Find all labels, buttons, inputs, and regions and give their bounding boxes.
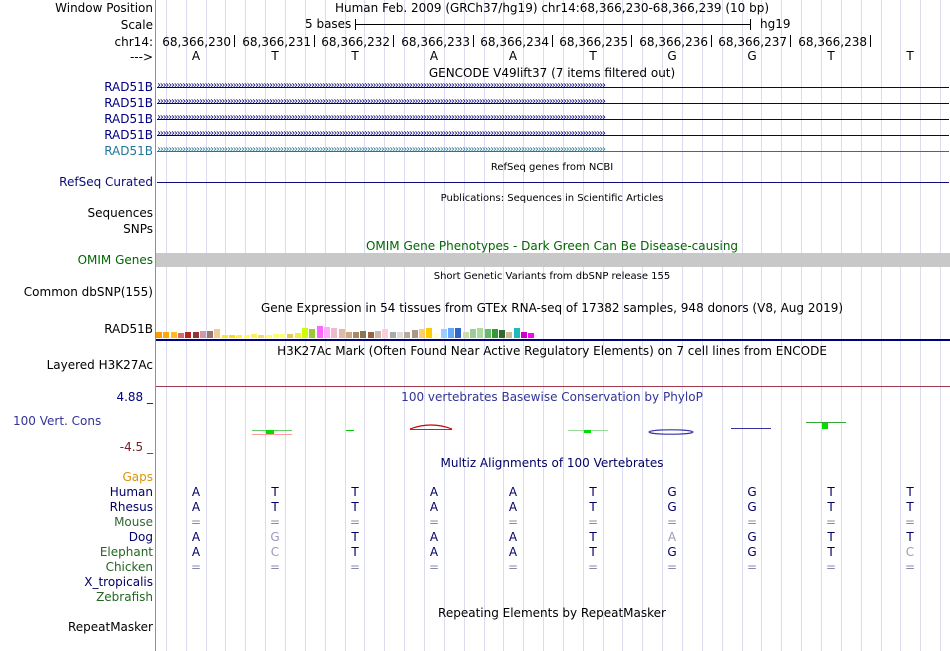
gtex-tissue-bar[interactable] [287,334,293,338]
gtex-tissue-bar[interactable] [441,329,447,338]
alignment-base: T [906,485,914,499]
gtex-tissue-bar[interactable] [390,332,396,338]
gtex-tissue-bar[interactable] [528,333,534,338]
gencode-item-label[interactable]: RAD51B [104,96,153,110]
gtex-tissue-bar[interactable] [521,332,527,338]
gtex-tissue-bar[interactable] [382,329,388,338]
alignment-base: T [589,545,597,559]
alignment-base: G [747,500,757,514]
alignment-base: T [827,530,835,544]
gencode-item-label[interactable]: RAD51B [104,144,153,158]
gtex-tissue-bar[interactable] [222,335,228,338]
gencode-item-label[interactable]: RAD51B [104,112,153,126]
position-tick [552,35,553,47]
alignment-base: T [351,530,359,544]
gtex-tissue-bar[interactable] [412,330,418,338]
alignment-base: A [667,530,677,544]
refseq-label[interactable]: RefSeq Curated [59,175,153,189]
gtex-tissue-bar[interactable] [273,334,279,338]
alignment-base: = [904,560,916,574]
strand-label: ---> [129,50,153,64]
species-label[interactable]: Elephant [99,545,153,559]
position-tick [870,35,871,47]
gtex-tissue-bar[interactable] [317,326,323,338]
alignment-base: A [191,530,201,544]
alignment-base: = [746,515,758,529]
alignment-base: A [429,545,439,559]
position-tick [393,35,394,47]
alignment-base: = [269,515,281,529]
species-label[interactable]: Mouse [114,515,153,529]
alignment-base: = [190,515,202,529]
phylop-label[interactable]: 100 Vert. Cons [13,414,102,428]
gtex-tissue-bar[interactable] [477,328,483,338]
alignment-base: A [508,500,518,514]
alignment-base: A [191,545,201,559]
gtex-tissue-bar[interactable] [360,331,366,338]
gtex-tissue-bar[interactable] [470,329,476,338]
gtex-tissue-bar[interactable] [236,335,242,338]
species-label[interactable]: Zebrafish [96,590,153,604]
gtex-tissue-bar[interactable] [266,335,272,338]
gtex-tissue-bar[interactable] [404,332,410,338]
omim-label[interactable]: OMIM Genes [77,253,153,267]
alignment-base: = [428,560,440,574]
dbsnp-label[interactable]: Common dbSNP(155) [23,285,153,299]
gtex-tissue-bar[interactable] [426,328,432,338]
gtex-tissue-bar[interactable] [185,332,191,338]
position-tick [631,35,632,47]
h3k27ac-label[interactable]: Layered H3K27Ac [46,358,153,372]
reference-base: A [508,49,518,63]
gtex-tissue-bar[interactable] [499,330,505,338]
alignment-base: G [747,545,757,559]
gencode-strand-arrows: ›››››››››››››››››››››››››››››››››››››››››››››››››››››››››››››››››››››››››››››››››››››››››››››››››››››››››››››››››››››››››››››››››››››››››››››››››››››››››››››››› [157,112,605,123]
species-label[interactable]: Chicken [105,560,153,574]
scale-text: 5 bases [305,17,352,31]
species-label[interactable]: X_tropicalis [84,575,153,589]
alignment-base: = [825,560,837,574]
alignment-base: A [191,485,201,499]
gtex-tissue-bar[interactable] [171,332,177,338]
alignment-base: A [508,485,518,499]
gtex-tissue-bar[interactable] [156,332,162,338]
species-label[interactable]: Dog [128,530,153,544]
snps-label[interactable]: SNPs [123,222,153,236]
gtex-tissue-bar[interactable] [485,329,491,338]
gtex-tissue-bar[interactable] [214,329,220,338]
alignment-base: G [270,530,280,544]
scale-bar [355,24,751,25]
alignment-base: T [351,500,359,514]
gtex-tissue-bar[interactable] [368,332,374,338]
species-label[interactable]: Rhesus [109,500,153,514]
alignment-base: T [589,500,597,514]
dbsnp-track-title[interactable]: Short Genetic Variants from dbSNP release 155 [433,271,671,282]
gtex-tissue-bar[interactable] [397,332,403,338]
chrom-label: chr14: [114,35,153,49]
gtex-tissue-bar[interactable] [448,328,454,338]
alignment-base: C [905,545,915,559]
omim-gene-bar[interactable] [156,253,950,267]
gencode-item-label[interactable]: RAD51B [104,80,153,94]
alignment-base: = [666,515,678,529]
gtex-tissue-bar[interactable] [302,328,308,338]
repeatmasker-track-title[interactable]: Repeating Elements by RepeatMasker [438,606,666,620]
alignment-base: = [825,515,837,529]
gtex-tissue-bar[interactable] [463,332,469,338]
alignment-base: T [906,500,914,514]
alignment-base: = [349,515,361,529]
reference-base: G [667,49,677,63]
gtex-tissue-bar[interactable] [244,335,250,338]
alignment-base: T [271,485,279,499]
scale-label: Scale [120,18,153,32]
gtex-gene-line [156,339,950,341]
phylop-max-label: 4.88 _ [116,390,153,404]
position-tick [314,35,315,47]
gtex-tissue-bar[interactable] [207,331,213,338]
gtex-tissue-bar[interactable] [229,335,235,338]
gencode-item-label[interactable]: RAD51B [104,128,153,142]
reference-base: T [351,49,359,63]
gtex-tissue-bar[interactable] [346,332,352,338]
reference-base: A [429,49,439,63]
gtex-tissue-bar[interactable] [251,334,257,338]
repeatmasker-label[interactable]: RepeatMasker [67,620,153,634]
scale-db: hg19 [760,17,791,31]
gencode-strand-arrows: ›››››››››››››››››››››››››››››››››››››››››››››››››››››››››››››››››››››››››››››››››››››››››››››››››››››››››››››››››››››››››››››››››››››››››››››››››››››››››››››››› [157,96,605,107]
alignment-base: A [508,530,518,544]
window-position-label: Window Position [55,1,153,15]
position-tick [711,35,712,47]
scale-bar-right-tick [750,19,751,30]
alignment-base: = [587,515,599,529]
refseq-gene-line[interactable] [157,182,949,183]
alignment-base: = [587,560,599,574]
gtex-tissue-bar[interactable] [163,332,169,338]
gtex-tissue-bar[interactable] [433,333,439,338]
scale-bar-left-tick [355,19,356,30]
alignment-base: = [269,560,281,574]
alignment-base: A [508,545,518,559]
gencode-strand-arrows: ›››››››››››››››››››››››››››››››››››››››››››››››››››››››››››››››››››››››››››››››››››››››››››››››››››››››››››››››››››››››››››››››››››››››››››››››››››››››››››››››› [157,144,605,155]
gtex-tissue-bar[interactable] [506,332,512,338]
gtex-tissue-bar[interactable] [455,328,461,338]
position-tick [473,35,474,47]
alignment-base: = [507,515,519,529]
alignment-base: G [667,500,677,514]
gtex-track-title[interactable]: Gene Expression in 54 tissues from GTEx RNA-seq of 17382 samples, 948 donors (V8, Aug 2019) [260,301,844,315]
gtex-tissue-bar[interactable] [375,331,381,338]
publications-track-title[interactable]: Publications: Sequences in Scientific Articles [440,193,664,204]
alignment-base: = [428,515,440,529]
gtex-tissue-bar[interactable] [514,328,520,338]
reference-base: T [589,49,597,63]
gtex-tissue-bar[interactable] [419,329,425,338]
alignment-base: G [667,545,677,559]
gtex-tissue-bar[interactable] [331,328,337,338]
gtex-tissue-bar[interactable] [280,334,286,338]
sequences-label[interactable]: Sequences [87,206,153,220]
reference-base: T [906,49,914,63]
alignment-base: = [666,560,678,574]
alignment-base: G [747,530,757,544]
multiz-track-title[interactable]: Multiz Alignments of 100 Vertebrates [440,456,664,470]
gencode-strand-arrows: ›››››››››››››››››››››››››››››››››››››››››››››››››››››››››››››››››››››››››››››››››››››››››››››››››››››››››››››››››››››››››››››››››››››››››››››››››››››››››››››››› [157,128,605,139]
gtex-tissue-bar[interactable] [193,332,199,338]
position-label: 68,366,232 [321,35,390,49]
alignment-base: = [349,560,361,574]
alignment-base: A [429,500,439,514]
phylop-signal [156,415,950,439]
position-label: 68,366,235 [559,35,628,49]
alignment-base: A [191,500,201,514]
alignment-base: = [746,560,758,574]
reference-base: T [827,49,835,63]
phylop-track-title[interactable]: 100 vertebrates Basewise Conservation by PhyloP [401,390,703,404]
alignment-base: C [270,545,280,559]
position-label: 68,366,237 [718,35,787,49]
alignment-base: A [429,485,439,499]
alignment-base: T [589,530,597,544]
refseq-track-title[interactable]: RefSeq genes from NCBI [490,162,614,173]
gtex-tissue-bar[interactable] [339,329,345,338]
position-tick [790,35,791,47]
gtex-tissue-bar[interactable] [492,329,498,338]
alignment-base: T [827,500,835,514]
alignment-base: = [190,560,202,574]
label-divider [155,0,156,651]
alignment-base: = [904,515,916,529]
alignment-base: T [906,530,914,544]
alignment-base: T [271,500,279,514]
reference-base: A [191,49,201,63]
position-label: 68,366,238 [798,35,867,49]
gencode-strand-arrows: ›››››››››››››››››››››››››››››››››››››››››››››››››››››››››››››››››››››››››››››››››››››››››››››››››››››››››››››››››››››››››››››››››››››››››››››››››››››››››››››››› [157,80,605,91]
gtex-tissue-bar[interactable] [295,333,301,338]
h3k27ac-track-title[interactable]: H3K27Ac Mark (Often Found Near Active Regulatory Elements) on 7 cell lines from ENCODE [277,344,827,358]
position-label: 68,366,234 [480,35,549,49]
alignment-base: T [589,485,597,499]
h3k27ac-baseline [156,386,950,387]
position-label: 68,366,236 [639,35,708,49]
alignment-base: T [827,485,835,499]
alignment-base: A [429,530,439,544]
species-label[interactable]: Human [109,485,153,499]
alignment-base: T [827,545,835,559]
gencode-track-title[interactable]: GENCODE V49lift37 (7 items filtered out) [428,66,676,80]
gtex-tissue-bar[interactable] [309,329,315,338]
alignment-base: G [747,485,757,499]
alignment-base: = [507,560,519,574]
gtex-tissue-bar[interactable] [178,333,184,338]
alignment-base: T [351,485,359,499]
alignment-base: G [667,485,677,499]
gtex-tissue-bar[interactable] [353,332,359,338]
position-tick [234,35,235,47]
position-label: 68,366,233 [401,35,470,49]
position-label: 68,366,231 [242,35,311,49]
reference-base: G [747,49,757,63]
omim-track-title[interactable]: OMIM Gene Phenotypes - Dark Green Can Be Disease-causing [365,239,739,253]
position-label: 68,366,230 [162,35,231,49]
assembly-position-text: Human Feb. 2009 (GRCh37/hg19) chr14:68,366,230-68,366,239 (10 bp) [334,1,770,15]
gtex-label[interactable]: RAD51B [104,322,153,336]
gtex-tissue-bar[interactable] [324,327,330,338]
phylop-min-label: -4.5 _ [119,440,153,454]
alignment-base: T [351,545,359,559]
gaps-label[interactable]: Gaps [122,470,153,484]
gtex-tissue-bar[interactable] [200,331,206,338]
gtex-tissue-bar[interactable] [258,335,264,338]
reference-base: T [271,49,279,63]
